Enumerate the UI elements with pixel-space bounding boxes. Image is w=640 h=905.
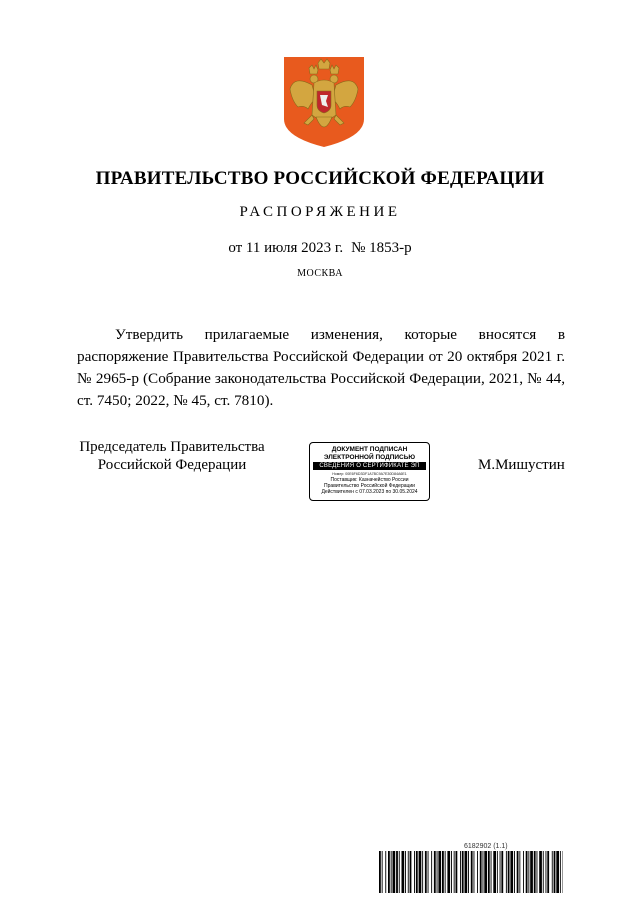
document-date: от 11 июля 2023 г. bbox=[228, 240, 344, 256]
signer-title-line1: Председатель Правительства bbox=[79, 439, 265, 455]
esig-supplier-line2: Правительство Российской Федерации bbox=[324, 483, 415, 490]
signer-title bbox=[72, 438, 272, 474]
barcode bbox=[379, 851, 563, 893]
document-type: РАСПОРЯЖЕНИЕ bbox=[239, 204, 401, 220]
document-city: МОСКВА bbox=[297, 268, 343, 279]
organization-title: ПРАВИТЕЛЬСТВО РОССИЙСКОЙ ФЕДЕРАЦИИ bbox=[95, 168, 545, 189]
esig-certificate-bar: СВЕДЕНИЯ О СЕРТИФИКАТЕ ЭП bbox=[313, 462, 426, 470]
document-code: 6182902 (1.1) bbox=[464, 843, 508, 850]
signer-name: М.Мишустин bbox=[478, 457, 565, 473]
electronic-signature-stamp bbox=[309, 442, 430, 501]
esig-validity: Действителен с 07.03.2023 по 30.05.2024 bbox=[321, 489, 418, 496]
signer-title-line2: Российской Федерации bbox=[97, 457, 247, 473]
body-paragraph: Утвердить прилагаемые изменения, которые вносятся в распоряжение Правительства Российской Федерации от 20 октября 2021 г. № 2965-р (Собрание законодательства Российской Федерации, 2021, № 44, ст. 7450; 2022, № 45, ст. 7810). bbox=[77, 326, 565, 409]
esig-supplier-line1: Поставщик: Казначейство России bbox=[330, 477, 409, 483]
document-number: № 1853-р bbox=[351, 240, 412, 256]
esig-serial: Номер: 00E6F6D3DF1A7BC9A7E30D84A6E1 bbox=[332, 472, 407, 476]
document-date-line bbox=[0, 240, 640, 257]
coat-of-arms-icon bbox=[282, 55, 366, 149]
esig-heading-line1: ДОКУМЕНТ ПОДПИСАН bbox=[331, 446, 408, 453]
esig-heading-line2: ЭЛЕКТРОННОЙ ПОДПИСЬЮ bbox=[323, 453, 416, 461]
